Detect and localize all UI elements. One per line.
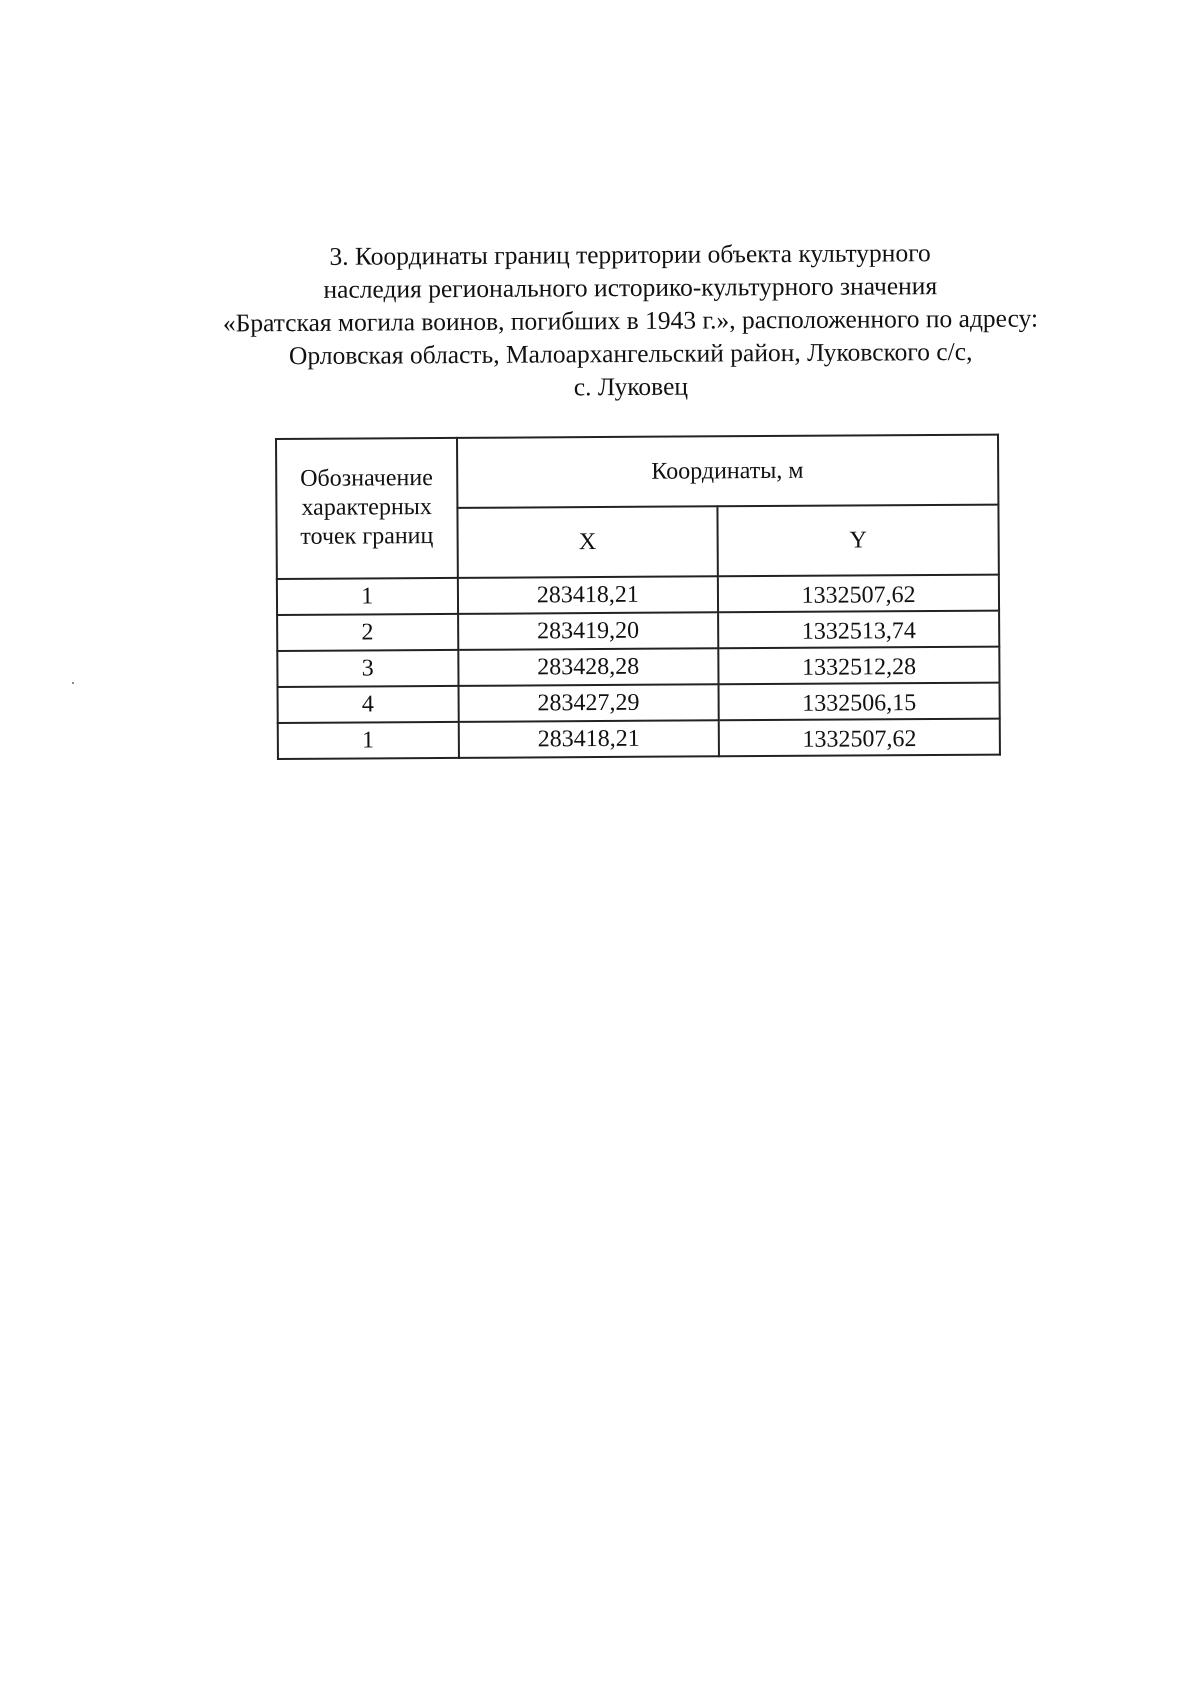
cell-point: 1 bbox=[277, 578, 458, 615]
cell-x: 283419,20 bbox=[458, 612, 719, 650]
cell-point: 4 bbox=[278, 686, 459, 723]
cell-point: 3 bbox=[277, 650, 458, 687]
table-row bbox=[277, 575, 999, 615]
heading-line-4: Орловская область, Малоархангельский район, Луковского с/с, bbox=[288, 336, 973, 371]
cell-y: 1332513,74 bbox=[718, 611, 999, 649]
table-row bbox=[277, 611, 999, 651]
cell-x: 283418,21 bbox=[457, 576, 718, 614]
cell-y: 1332507,62 bbox=[718, 575, 999, 613]
cell-x: 283427,29 bbox=[458, 684, 719, 722]
cell-y: 1332512,28 bbox=[719, 647, 1000, 685]
heading-line-1: 3. Координаты границ территории объекта культурного bbox=[329, 238, 931, 271]
table-row bbox=[278, 719, 1000, 759]
heading-line-5: с. Луковец bbox=[573, 371, 689, 402]
table-row bbox=[278, 683, 1000, 723]
document-heading bbox=[150, 235, 1111, 406]
header-point-designation: Обозначение характерных точек границ bbox=[276, 438, 457, 579]
scan-speck bbox=[72, 682, 74, 684]
header-coordinates: Координаты, м bbox=[457, 435, 999, 508]
cell-x: 283418,21 bbox=[458, 720, 719, 758]
header-x: X bbox=[457, 506, 718, 578]
coordinates-table bbox=[275, 434, 1001, 760]
table-header-row bbox=[276, 435, 998, 509]
cell-x: 283428,28 bbox=[458, 648, 719, 686]
cell-point: 2 bbox=[277, 614, 458, 651]
cell-point: 1 bbox=[278, 722, 459, 759]
heading-line-3: «Братская могила воинов, погибших в 1943 г.», расположенного по адресу: bbox=[222, 303, 1039, 338]
heading-line-2: наследия регионального историко-культурного значения bbox=[323, 271, 938, 304]
table-row bbox=[277, 647, 999, 687]
header-y: Y bbox=[718, 505, 999, 577]
cell-y: 1332506,15 bbox=[719, 683, 1000, 721]
cell-y: 1332507,62 bbox=[719, 719, 1000, 757]
